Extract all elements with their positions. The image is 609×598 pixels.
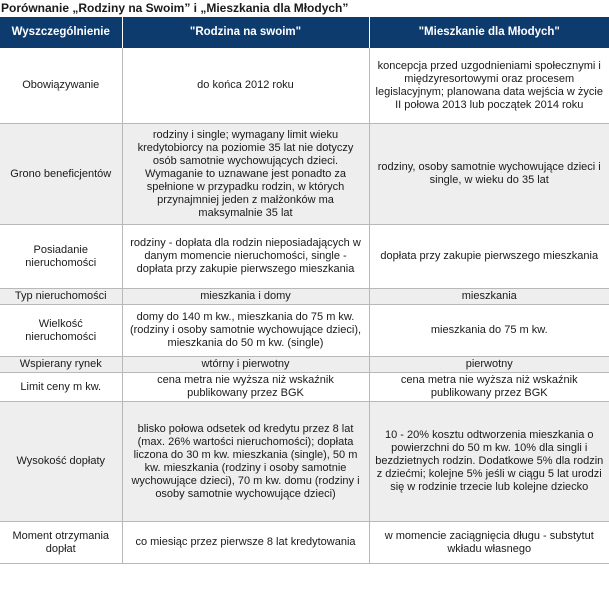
table-cell: mieszkania: [369, 289, 609, 305]
row-label: Typ nieruchomości: [0, 289, 122, 305]
table-row: [0, 373, 609, 402]
table-cell: rodziny - dopłata dla rodzin nieposiadających w danym momencie nieruchomości, single - dopłata przy zakupie pierwszego mieszkania: [122, 225, 369, 289]
table-row: [0, 522, 609, 564]
table-row: [0, 124, 609, 225]
table-cell: koncepcja przed uzgodnieniami społecznymi i międzyresortowymi oraz procesem legislacyjnym; planowana data wejścia w życie II połowa 2013 lub początek 2014 roku: [369, 48, 609, 124]
table-cell: cena metra nie wyższa niż wskaźnik publikowany przez BGK: [122, 373, 369, 402]
row-label: Posiadanie nieruchomości: [0, 225, 122, 289]
table-row: [0, 402, 609, 522]
table-row: [0, 357, 609, 373]
table-cell: rodziny i single; wymagany limit wieku kredytobiorcy na poziomie 35 lat nie dotyczy osób samotnie wychowujących dzieci. Wymaganie to uznawane jest ponadto za spełnione w przypadku rodzin, w których przynajmniej jeden z małżonków ma maksymalnie 35 lat: [122, 124, 369, 225]
header-cell: "Mieszkanie dla Młodych": [369, 17, 609, 48]
row-label: Moment otrzymania dopłat: [0, 522, 122, 564]
row-label: Wspierany rynek: [0, 357, 122, 373]
table-cell: rodziny, osoby samotnie wychowujące dzieci i single, w wieku do 35 lat: [369, 124, 609, 225]
row-label: Wysokość dopłaty: [0, 402, 122, 522]
table-row: [0, 289, 609, 305]
table-cell: co miesiąc przez pierwsze 8 lat kredytowania: [122, 522, 369, 564]
table-header-row: [0, 17, 609, 48]
header-cell: Wyszczególnienie: [0, 17, 122, 48]
page-title: Porównanie „Rodziny na Swoim” i „Mieszkania dla Młodych”: [1, 1, 349, 15]
table-row: [0, 48, 609, 124]
table-cell: cena metra nie wyższa niż wskaźnik publikowany przez BGK: [369, 373, 609, 402]
table-cell: mieszkania i domy: [122, 289, 369, 305]
comparison-table: [0, 17, 609, 564]
table-cell: domy do 140 m kw., mieszkania do 75 m kw. (rodziny i osoby samotnie wychowujące dzieci), mieszkania do 50 m kw. (single): [122, 305, 369, 357]
header-cell: "Rodzina na swoim": [122, 17, 369, 48]
table-cell: dopłata przy zakupie pierwszego mieszkania: [369, 225, 609, 289]
row-label: Wielkość nieruchomości: [0, 305, 122, 357]
table-cell: blisko połowa odsetek od kredytu przez 8 lat (max. 26% wartości nieruchomości); dopłata liczona do 30 m kw. mieszkania (single), 50 m kw. mieszkania (rodziny i osoby samotnie wychowujące dzieci), 70 m kw. domu (rodziny i osoby samotnie wychowujące dzieci): [122, 402, 369, 522]
table-cell: mieszkania do 75 m kw.: [369, 305, 609, 357]
table-row: [0, 225, 609, 289]
table-row: [0, 305, 609, 357]
table-cell: do końca 2012 roku: [122, 48, 369, 124]
row-label: Grono beneficjentów: [0, 124, 122, 225]
row-label: Limit ceny m kw.: [0, 373, 122, 402]
row-label: Obowiązywanie: [0, 48, 122, 124]
table-cell: wtórny i pierwotny: [122, 357, 369, 373]
table-cell: 10 - 20% kosztu odtworzenia mieszkania o powierzchni do 50 m kw. 10% dla singli i bezdzietnych rodzin. Dodatkowe 5% dla rodzin z dziećmi; kolejne 5% jeśli w ciągu 5 lat urodzi się w rodzinie trzecie lub kolejne dziecko: [369, 402, 609, 522]
table-cell: w momencie zaciągnięcia długu - substytut wkładu własnego: [369, 522, 609, 564]
table-cell: pierwotny: [369, 357, 609, 373]
